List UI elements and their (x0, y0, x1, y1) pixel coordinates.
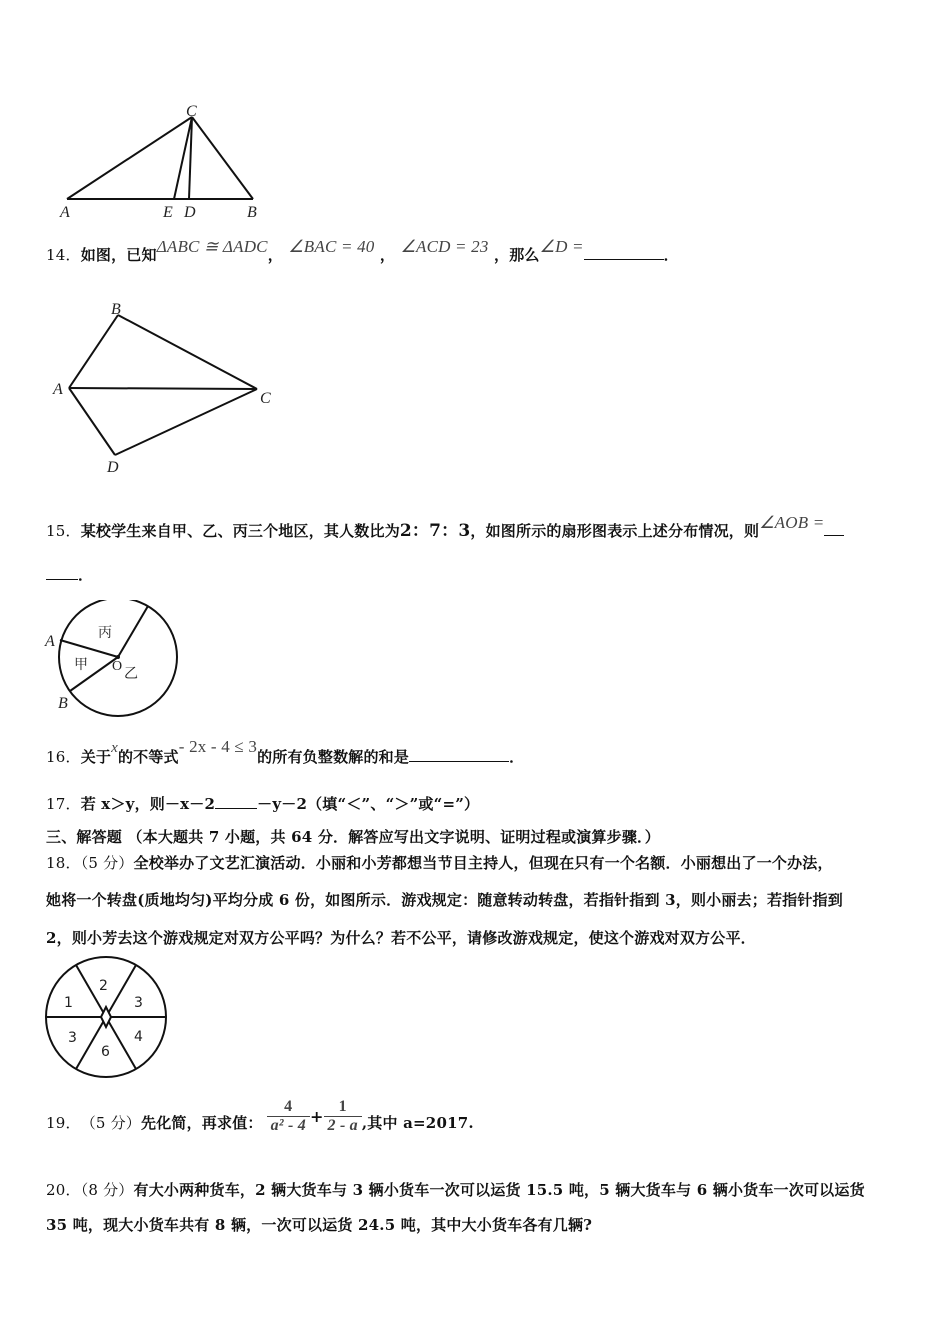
fraction-numerator: 1 (324, 1098, 362, 1117)
question-18-line-1 (46, 852, 833, 873)
question-number: 19． (46, 1113, 81, 1132)
label-b: B (58, 695, 68, 712)
separator: ， (379, 246, 396, 264)
question-text: 先化简，再求值： (141, 1113, 263, 1132)
question-text: 关于 (80, 748, 112, 766)
question-20-line-2: 35 吨，现大小货车共有 8 辆，一次可以运货 24.5 吨，其中大小货车各有几辆? (46, 1216, 593, 1234)
math-congruent: ΔABC ≅ ΔADC (156, 237, 268, 256)
question-score: （8 分） (80, 1181, 134, 1199)
ratio: 2：7：3 (399, 521, 471, 541)
question-score: （5 分） (80, 854, 134, 872)
answer-blank[interactable] (824, 535, 844, 536)
question-15-continuation (46, 564, 93, 585)
label-c: C (260, 390, 271, 407)
label-b: B (111, 301, 121, 318)
period: ． (663, 246, 679, 264)
question-number: 17． (46, 795, 81, 813)
math-angle-bac: ∠BAC = 40 (288, 237, 375, 256)
spinner-wheel-figure (43, 955, 173, 1085)
answer-blank[interactable] (215, 808, 257, 809)
question-15 (46, 513, 844, 541)
region-bing: 丙 (98, 625, 112, 641)
sector-label: 6 (101, 1044, 110, 1060)
question-text: 有大小两种货车，2 辆大货车与 3 辆小货车一次可以运货 15.5 吨，5 辆大货车与 6 辆小货车一次可以运货 (133, 1181, 865, 1199)
question-text: 的所有负整数解的和是 (257, 748, 410, 766)
triangle-figure-aedb (50, 100, 280, 225)
sector-label: 1 (64, 995, 73, 1011)
region-jia: 甲 (74, 657, 88, 673)
question-14 (46, 237, 679, 265)
fraction-numerator: 4 (267, 1098, 310, 1117)
label-b: B (247, 204, 257, 221)
question-16 (46, 737, 525, 767)
fraction-1 (267, 1098, 310, 1135)
question-text: 全校举办了文艺汇演活动．小丽和小芳都想当节目主持人，但现在只有一个名额．小丽想出了一个办法， (133, 854, 833, 872)
label-a: A (60, 204, 70, 221)
question-text: ，如图所示的扇形图表示上述分布情况，则 (470, 522, 760, 540)
label-o: O (112, 659, 123, 674)
plus-sign: + (309, 1106, 324, 1126)
question-text: ，那么 (494, 246, 540, 264)
question-score: （5 分） (80, 1113, 141, 1132)
section-3-title: 三、解答题 （本大题共 7 小题，共 64 分．解答应写出文字说明、证明过程或演算步骤．） (46, 828, 660, 846)
label-a: A (53, 381, 63, 398)
math-angle-d: ∠D = (539, 237, 584, 256)
sector-label: 2 (99, 978, 108, 994)
pie-figure-regions (40, 600, 190, 720)
question-text: 某校学生来自甲、乙、丙三个地区，其人数比为 (80, 522, 400, 540)
label-d: D (184, 204, 196, 221)
answer-blank[interactable] (409, 761, 509, 762)
question-number: 14． (46, 246, 81, 264)
answer-blank[interactable] (584, 259, 664, 260)
math-x: x (111, 740, 118, 756)
question-text: 若 x＞y，则－x－2 (80, 795, 216, 813)
region-yi: 乙 (124, 666, 138, 682)
separator: ， (267, 246, 283, 264)
question-number: 20． (46, 1181, 81, 1199)
fraction-denominator: a² - 4 (270, 1116, 306, 1134)
question-17 (46, 793, 479, 814)
question-number: 16． (46, 748, 81, 766)
period: ． (78, 566, 94, 584)
fraction-2 (324, 1098, 362, 1135)
math-angle-aob: ∠AOB = (759, 513, 825, 532)
label-e: E (163, 204, 173, 221)
sector-label: 4 (134, 1029, 143, 1045)
period: ． (509, 748, 525, 766)
question-number: 15． (46, 522, 81, 540)
quadrilateral-figure-abcd (45, 295, 285, 485)
label-a: A (45, 633, 55, 650)
fraction-denominator: 2 - a (327, 1116, 358, 1134)
question-19 (46, 1094, 474, 1150)
question-text: ,其中 a=2017. (361, 1113, 474, 1132)
question-text: －y－2（填“＜”、“＞”或“=”） (257, 795, 480, 813)
math-inequality: - 2x - 4 ≤ 3 (178, 737, 258, 756)
question-20-line-1 (46, 1179, 865, 1200)
sector-label: 3 (134, 995, 143, 1011)
question-18-line-3: 2，则小芳去这个游戏规定对双方公平吗？为什么？若不公平，请修改游戏规定，使这个游戏对双方公平． (46, 929, 756, 947)
question-18-line-2: 她将一个转盘(质地均匀)平均分成 6 份，如图所示．游戏规定：随意转动转盘，若指针指到 3，则小丽去；若指针指到 (46, 891, 843, 909)
question-text: 如图，已知 (80, 246, 157, 264)
answer-blank[interactable] (46, 579, 78, 580)
math-angle-acd: ∠ACD = 23 (400, 237, 489, 256)
sector-label: 3 (68, 1030, 77, 1046)
label-d: D (107, 459, 119, 476)
question-text: 的不等式 (117, 748, 179, 766)
question-number: 18． (46, 854, 81, 872)
label-c: C (186, 103, 197, 120)
